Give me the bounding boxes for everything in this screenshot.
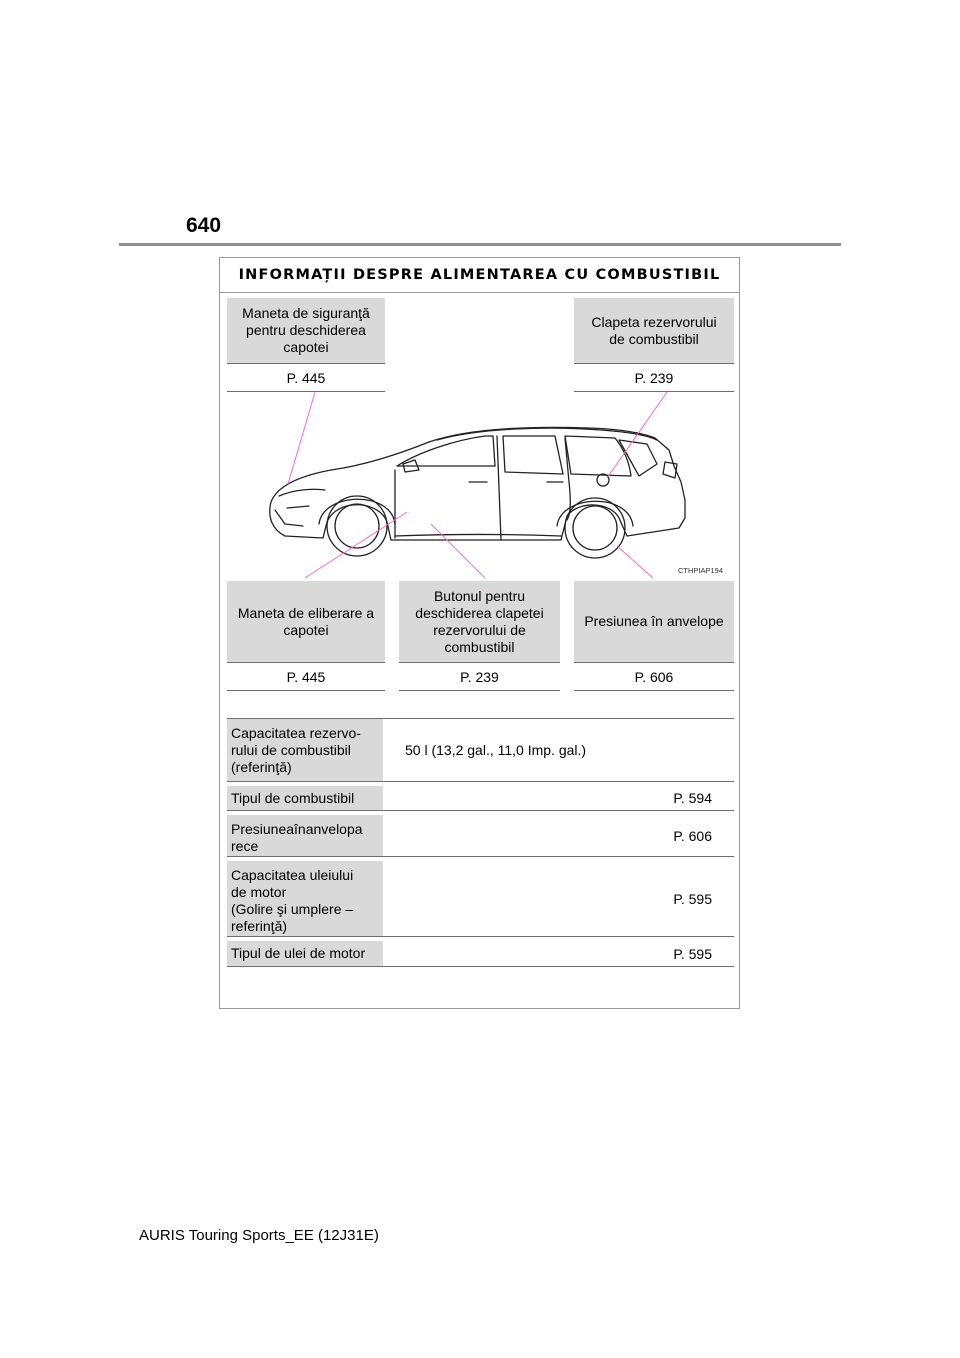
tire-pressure-label: Presiunea în anvelope [574,581,734,663]
footer-text: AURIS Touring Sports_EE (12J31E) [139,1227,379,1244]
spec-row-oil-capacity [227,861,734,937]
spec-row-oil-type [227,941,734,967]
spec-row-cold-tire-pressure [227,815,734,857]
spec-value[interactable]: P. 595 [673,890,712,907]
spec-label: Tipul de combustibil [227,786,383,810]
spec-value[interactable]: P. 606 [673,827,712,844]
spec-label: Presiuneaînanvelopa rece [227,815,383,856]
frame-title: INFORMAȚII DESPRE ALIMENTAREA CU COMBUSTIBIL [219,257,740,293]
tire-pressure-ref[interactable]: P. 606 [574,663,734,691]
spec-label: Tipul de ulei de motor [227,941,383,966]
hood-release-lever-label: Maneta de eliberare a capotei [227,581,385,663]
car-illustration [219,390,740,590]
spec-row-fuel-type [227,786,734,811]
hood-safety-lever-ref[interactable]: P. 445 [227,364,385,392]
fuel-filler-door-label: Clapeta rezervorului de combustibil [574,298,734,364]
fuel-filler-door-ref[interactable]: P. 239 [574,364,734,392]
page-number: 640 [186,214,222,237]
fuel-door-button-ref[interactable]: P. 239 [399,663,560,691]
spec-value[interactable]: P. 595 [673,945,712,962]
spec-value: 50 l (13,2 gal., 11,0 Imp. gal.) [405,742,587,758]
spec-row-fuel-capacity [227,719,734,782]
top-rule [119,243,841,246]
fuel-door-button-label: Butonul pentru deschiderea clapetei rezervorului de combustibil [399,581,560,663]
spec-label: Capacitatea uleiului de motor (Golire şi umplere – referinţă) [227,861,383,936]
image-code: CTHPIAP194 [678,566,724,575]
spec-value[interactable]: P. 594 [673,790,712,806]
hood-release-lever-ref[interactable]: P. 445 [227,663,385,691]
hood-safety-lever-label: Maneta de siguranţă pentru deschiderea capotei [227,298,385,364]
spec-label: Capacitatea rezervo- rului de combustibil (referinţă) [227,719,383,781]
